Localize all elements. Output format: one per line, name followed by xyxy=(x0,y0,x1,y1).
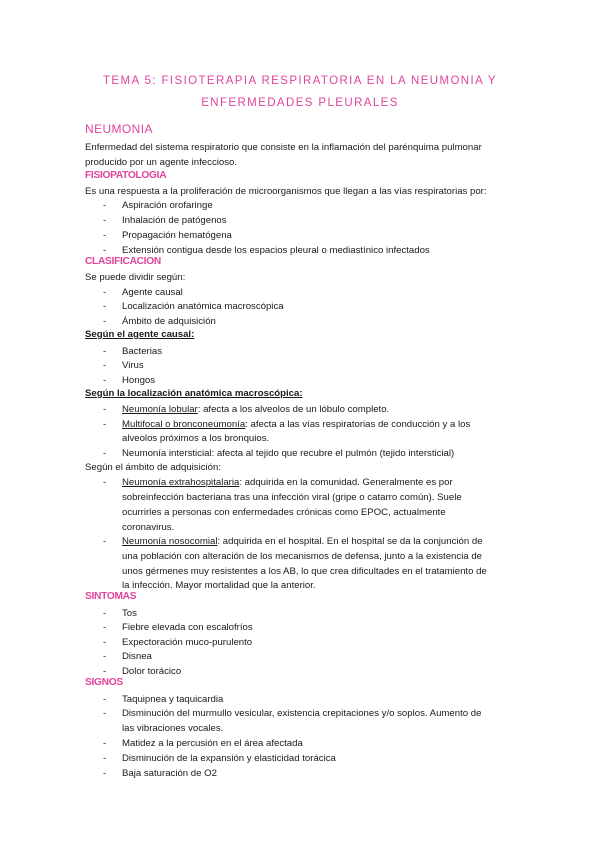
bullet-dash: - xyxy=(103,245,107,256)
fisiopatologia-text: Es una respuesta a la proliferación de microorganismos que llegan a las vías respiratorias por: xyxy=(85,186,487,197)
bullet-dash: - xyxy=(103,536,107,547)
bullet-dash: - xyxy=(103,287,107,298)
bullet-dash: - xyxy=(103,753,107,764)
agente-causal-heading: Según el agente causal: xyxy=(85,329,195,340)
definition-line-1: Enfermedad del sistema respiratorio que consiste en la inflamación del parénquima pulmonar xyxy=(85,142,482,153)
neumonia-heading: NEUMONIA xyxy=(85,122,153,136)
bullet-dash: - xyxy=(103,622,107,633)
ambito-heading: Según el ámbito de adquisición: xyxy=(85,462,222,473)
bullet-dash: - xyxy=(103,360,107,371)
bullet-dash: - xyxy=(103,738,107,749)
document-title-line-2: ENFERMEDADES PLEURALES xyxy=(201,97,399,109)
bullet-dash: - xyxy=(103,230,107,241)
sintomas-heading: SINTOMAS xyxy=(85,591,137,602)
bullet-dash: - xyxy=(103,608,107,619)
signos-heading: SIGNOS xyxy=(85,677,123,688)
bullet-dash: - xyxy=(103,651,107,662)
bullet-dash: - xyxy=(103,316,107,327)
clasificacion-text: Se puede dividir según: xyxy=(85,272,186,283)
fisiopatologia-heading: FISIOPATOLOGIA xyxy=(85,170,167,181)
localizacion-heading: Según la localización anatómica macroscópica: xyxy=(85,388,303,399)
bullet-dash: - xyxy=(103,666,107,677)
bullet-dash: - xyxy=(103,448,107,459)
bullet-dash: - xyxy=(103,708,107,719)
bullet-dash: - xyxy=(103,215,107,226)
bullet-dash: - xyxy=(103,637,107,648)
bullet-dash: - xyxy=(103,301,107,312)
bullet-dash: - xyxy=(103,419,107,430)
clasificacion-heading: CLASIFICACION xyxy=(85,256,161,267)
bullet-dash: - xyxy=(103,477,107,488)
definition-line-2: producido por un agente infeccioso. xyxy=(85,157,238,168)
document-title-line-1: TEMA 5: FISIOTERAPIA RESPIRATORIA EN LA NEUMONIA Y xyxy=(102,75,497,87)
bullet-dash: - xyxy=(103,346,107,357)
bullet-dash: - xyxy=(103,404,107,415)
document-page: TEMA 5: FISIOTERAPIA RESPIRATORIA EN LA NEUMONIA Y ENFERMEDADES PLEURALES NEUMONIA Enfermedad del sistema respiratorio que consiste en la inflamación del parénquima pulmonar producido por un agente infeccioso. FISIOPATOLOGIA Es una respuesta a la proliferación de microorganismos que llegan a las vías respiratorias por: - Aspiración orofaringe - Inhalación de patógenos - Propagación hematógena - Extensión contigua desde los espacios pleural o mediastínico infectados CLASIFICACION Se puede dividir según: - Agente causal - Localización anatómica macroscópica - Ámbito de adquisición Según el agente causal: - Bacterias - Virus - Hongos Según la localización anatómica macroscópica: - Neumonía lobular: afecta a los alveolos de un lóbulo completo. - Multifocal o bronconeumonía: afecta a las vías respiratorias de conducción y a los alveolos próximos a los bronquios. - Neumonía intersticial: afecta al tejido que recubre el pulmón (tejido intersticial) Según el ámbito de adquisición: - Neumonía extrahospitalaria: adquirida en la comunidad. Generalmente es por sobreinfección bacteriana tras una infección viral (gripe o catarro común). Suele ocurrirles a personas con enfermedades crónicas como EPOC, actualmente coronavirus. - Neumonía nosocomial: adquirida en el hospital. En el hospital se da la conjunción de una población con alteración de los mecanismos de defensa, junto a la existencia de unos gérmenes muy resistentes a los AB, lo que crea dificultades en el tratamiento de la infección. Mayor mortalidad que la anterior. SINTOMAS - Tos - Fiebre elevada con escalofríos - Expectoración muco-purulento - Disnea - Dolor torácico SIGNOS - Taquipnea y taquicardia - Disminución del murmullo vesicular, existencia crepitaciones y/o soplos. Aumento de las vibraciones vocales. - Matidez a la percusión en el área afectada - Disminución de la expansión y elasticidad torácica - Baja saturación de O2 xyxy=(0,0,600,848)
bullet-dash: - xyxy=(103,200,107,211)
bullet-dash: - xyxy=(103,694,107,705)
bullet-dash: - xyxy=(103,375,107,386)
bullet-dash: - xyxy=(103,768,107,779)
